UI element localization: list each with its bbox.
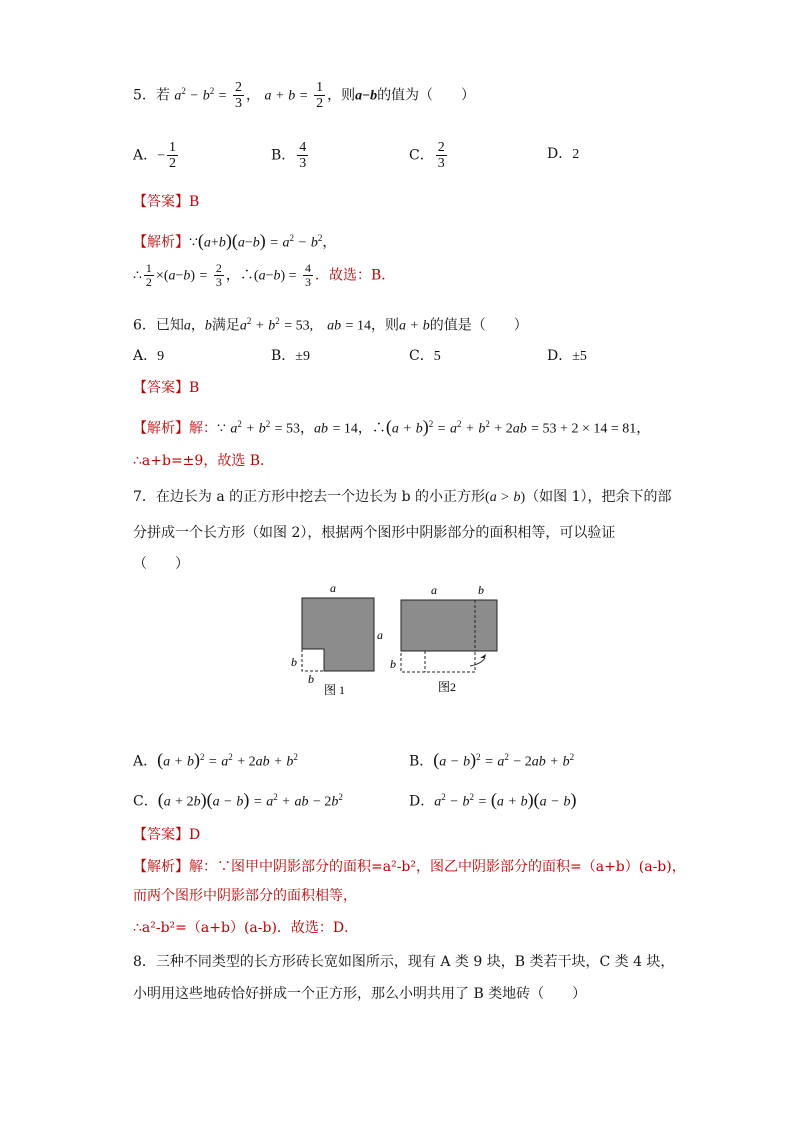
fig1-label-b-left: b bbox=[291, 655, 297, 669]
fig2-label-b-left: b bbox=[390, 657, 396, 671]
q5-question: 5．若 $a^2 - b^2$ = $\frac{2}{3}$ ， a + b = $\frac{1}{2}$ ，则a−b的值为（ ） bbox=[133, 80, 476, 111]
fig1-label-a-right: a bbox=[377, 628, 383, 642]
q5-analysis-line2: ∴ $\frac{1}{2}$ ×(a−b) = $\frac{2}{3}$ ，∴(a−b) = $\frac{4}{3}$ ．故选：B． bbox=[133, 261, 396, 289]
q6-conclusion: ∴a+b=±9，故选 B． bbox=[133, 453, 275, 469]
q5-answer: 【答案】B bbox=[133, 194, 200, 210]
q7-answer: 【答案】D bbox=[133, 827, 201, 843]
q5-option-c[interactable]: C． $\frac{2}{3}$ bbox=[409, 140, 445, 171]
fig2-shaded-rect bbox=[401, 600, 497, 651]
q7-question-line2: 分拼成一个长方形（如图 2），根据两个图形中阴影部分的面积相等，可以验证 bbox=[133, 525, 616, 541]
fig1-label-a-top: a bbox=[330, 581, 336, 595]
q7-option-d[interactable]: D．$a^2 - b^2 = (a + b)(a - b)$ bbox=[409, 789, 577, 810]
q7-option-b[interactable]: B．$(a - b)^2 = a^2 - 2ab + b^2$ bbox=[409, 749, 575, 770]
fig2-label-b-top: b bbox=[478, 583, 484, 597]
q7-analysis-line3: ∴a²-b²=（a+b）(a-b)．故选：D． bbox=[133, 920, 359, 936]
fraction: $\frac{1}{2}$ bbox=[316, 80, 324, 111]
fraction: $\frac{2}{3}$ bbox=[235, 80, 242, 111]
q8-question-line1: 8．三种不同类型的长方形砖长宽如图所示，现有 A 类 9 块，B 类若干块，C 类 4 块， bbox=[133, 954, 675, 970]
q5-option-a[interactable]: A．− $\frac{1}{2}$ bbox=[133, 140, 177, 171]
q6-analysis: 【解析】解：∵ $a^2 + b^2 = 53$，ab = 14，∴(a + $b)^2 = a^2 + b^2 + 2ab = 53 + 2 \times 14 = 81$， bbox=[133, 416, 651, 437]
q5-analysis-line1: 【解析】∵(a+b)(a−b) = $a^2 - b^2$， bbox=[133, 230, 337, 251]
q7-figure bbox=[285, 578, 515, 703]
q5-option-d[interactable]: D．2 bbox=[547, 146, 580, 162]
q5-option-b[interactable]: B． $\frac{4}{3}$ bbox=[271, 140, 307, 171]
q7-option-a[interactable]: A．$(a + b)^2 = a^2 + 2ab + b^2$ bbox=[133, 749, 298, 770]
q6-option-d[interactable]: D．±5 bbox=[547, 348, 587, 364]
q7-question-line1: 7．在边长为 a 的正方形中挖去一个边长为 b 的小正方形(a > b)（如图 1），把余下的部 bbox=[133, 489, 672, 505]
fig2-label-a: a bbox=[431, 583, 437, 597]
q6-answer: 【答案】B bbox=[133, 380, 200, 396]
q7-option-c[interactable]: C．$(a + 2b)(a - b) = a^2$ + ab − $2b^2$ bbox=[133, 789, 343, 810]
q6-option-c[interactable]: C．5 bbox=[409, 348, 441, 364]
q6-option-b[interactable]: B．±9 bbox=[271, 348, 310, 364]
q7-question-line3: （ ） bbox=[133, 556, 189, 572]
fig1-label-b-bottom: b bbox=[308, 672, 314, 686]
q7-analysis-line1: 【解析】解：∵图甲中阴影部分的面积=a²-b²，图乙中阴影部分的面积=（a+b）(a-b)， bbox=[133, 859, 686, 875]
q6-question: 6．已知a，b满足$a^2 + b^2 = 53$, ab = 14，则a + b的值是（ ） bbox=[133, 316, 528, 334]
q8-question-line2: 小明用这些地砖恰好拼成一个正方形，那么小明共用了 B 类地砖（ ） bbox=[133, 986, 587, 1002]
fig1-shaded-region bbox=[302, 598, 374, 671]
figure-1 bbox=[291, 581, 383, 697]
fig2-bottom-strip bbox=[401, 651, 475, 672]
figure-2 bbox=[390, 583, 497, 694]
fig1-caption: 图 1 bbox=[324, 683, 346, 697]
q7-analysis-line2: 而两个图形中阴影部分的面积相等， bbox=[133, 888, 357, 904]
rotation-arrow-icon bbox=[470, 658, 485, 666]
fig1-removed-square bbox=[302, 649, 324, 671]
q6-option-a[interactable]: A．9 bbox=[133, 348, 165, 364]
fig2-caption: 图2 bbox=[438, 680, 457, 694]
